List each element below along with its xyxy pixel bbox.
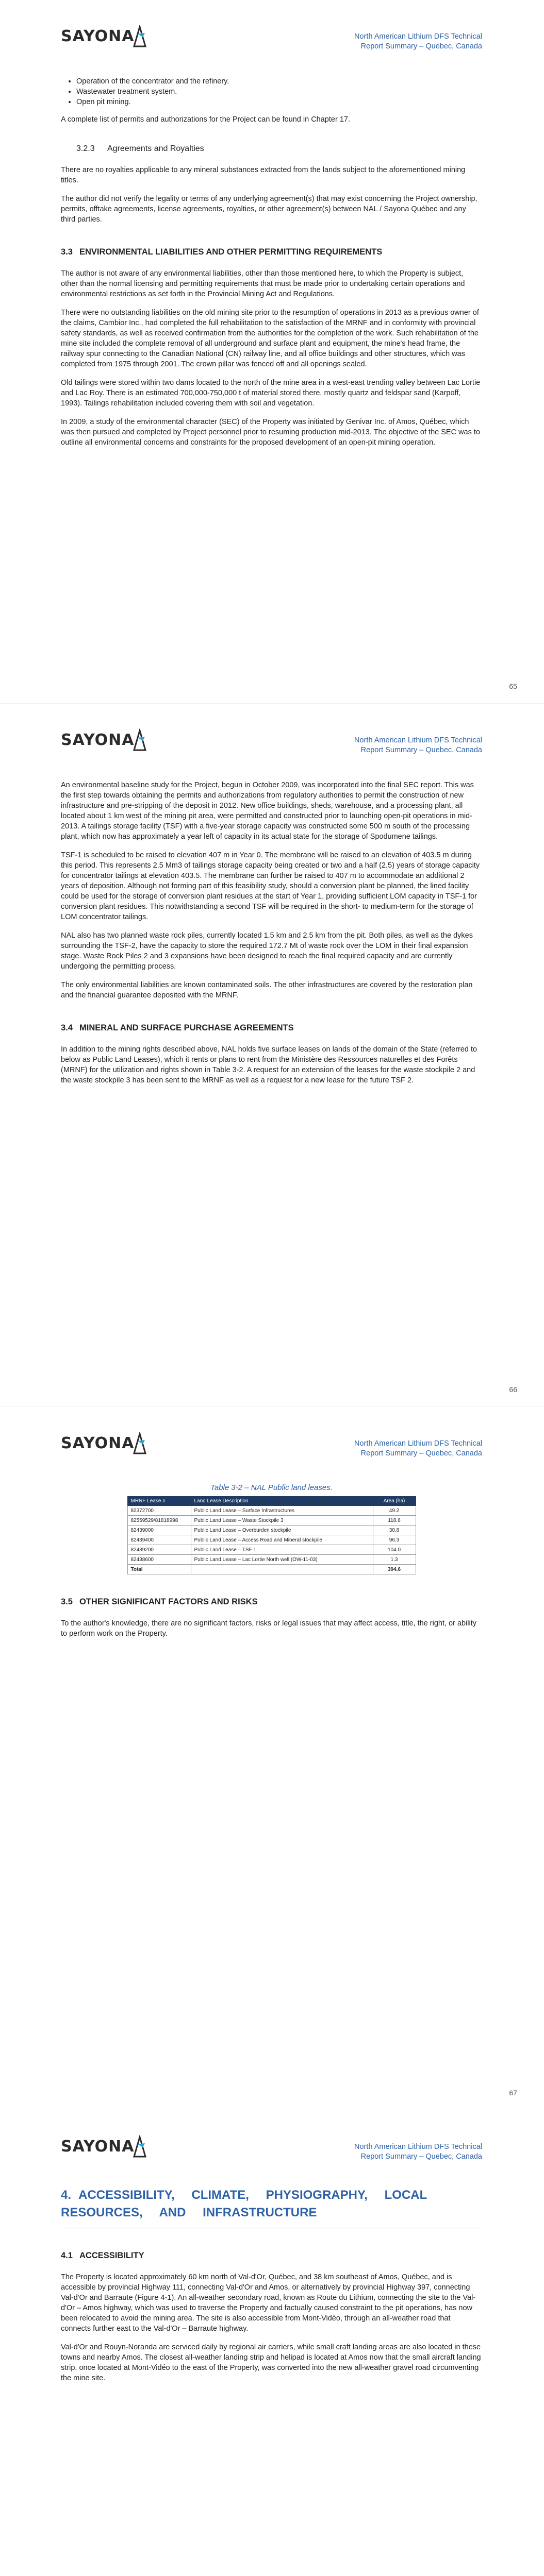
- paragraph: TSF-1 is scheduled to be raised to elevation 407 m in Year 0. The membrane will be raised to an elevation of 403.5 m during this period. This represents 2.5 Mm3 of tailings storage capacity being created or two and a half (2.5) years of storage capacity for concentrator tailings at elevation 403.5. The membrane can further be raised to 407 m to accommodate an additional 2 years of deposition. Although not forming part of this feasibility study, should a conversion plant be planned, the lined facility could be used for the storage of conversion plant residues at the start of Year 1, providing sufficient LOM capacity in TSF-1 for conversion plant residues. This notwithstanding a second TSF will be required in the short- to medium-term for the storage of LOM concentrator tailings.: [61, 851, 480, 921]
- paragraph: The author did not verify the legality or terms of any underlying agreement(s) that may exist concerning the Project ownership, permits, offtake agreements, license agreements, royalties, or other agreement(s) between NAL / Sayona Québec and any third parties.: [61, 195, 477, 224]
- table-cell: Public Land Lease – Overburden stockpile: [191, 1526, 373, 1535]
- table-cell: 82438600: [127, 1555, 191, 1565]
- table-cell: Public Land Lease – Lac Lortie North well (OW-11-03): [191, 1555, 373, 1565]
- table-cell: 82559529/81818998: [127, 1516, 191, 1526]
- column-header: MRNF Lease #: [127, 1497, 191, 1506]
- paragraph: The author is not aware of any environmental liabilities, other than those mentioned here, to which the Property is subject, other than the normal licensing and permitting requirements that must be made prior to undertaking certain operations and environmental restrictions as set forth in the Provincial Mining Act and Regulations.: [61, 269, 465, 298]
- page-number: 66: [509, 1385, 517, 1394]
- report-title: North American Lithium DFS Technical Report Summary – Quebec, Canada: [354, 2143, 482, 2161]
- table-cell: Total: [127, 1565, 191, 1574]
- table-cell: Public Land Lease – Waste Stockpile 3: [191, 1516, 373, 1526]
- logo-mark-icon: [131, 728, 149, 751]
- page-body: [61, 780, 482, 1086]
- table-cell: 96.3: [373, 1535, 416, 1545]
- page-header: [61, 2131, 482, 2171]
- logo-mark-icon: [131, 2135, 149, 2158]
- table-cell: 82439200: [127, 1545, 191, 1555]
- column-header: Land Lease Description: [191, 1497, 373, 1506]
- table-cell: 118.6: [373, 1516, 416, 1526]
- section-heading: 4.1 ACCESSIBILITY: [61, 2251, 144, 2260]
- page-header: [61, 21, 482, 61]
- paragraph: The only environmental liabilities are known contaminated soils. The other infrastructures are covered by the restoration plan and the financial guarantee deposited with the MRNF.: [61, 981, 473, 999]
- table-cell: 82372700: [127, 1506, 191, 1516]
- table-row: [127, 1516, 416, 1526]
- list-item: • Operation of the concentrator and the refinery.: [76, 76, 482, 87]
- table-cell: 49.2: [373, 1506, 416, 1516]
- page-66: [0, 703, 544, 1406]
- paragraph: In 2009, a study of the environmental character (SEC) of the Property was initiated by Genivar Inc. of Amos, Québec, which was then pursued and completed by Project personnel prior to resuming production mid-2013. The objective of the SEC was to outline all environmental concerns and constraints for the proposed development of an open-pit mining operation.: [61, 418, 480, 447]
- page-number: 67: [509, 2089, 517, 2097]
- paragraph: There are no royalties applicable to any mineral substances extracted from the lands subject to the aforementioned mining titles.: [61, 166, 466, 184]
- table-header-row: [127, 1497, 416, 1506]
- table-cell: Public Land Lease – Surface Infrastructures: [191, 1506, 373, 1516]
- sayona-logo: SAYONA: [61, 724, 149, 751]
- sayona-logo: SAYONA: [61, 2131, 149, 2158]
- table-cell: 82439000: [127, 1526, 191, 1535]
- page-67: [0, 1406, 544, 2110]
- page-number: 65: [509, 682, 517, 690]
- section-heading: 3.3 ENVIRONMENTAL LIABILITIES AND OTHER PERMITTING REQUIREMENTS: [61, 247, 383, 257]
- paragraph: Val-d'Or and Rouyn-Noranda are serviced daily by regional air carriers, while small craft landing areas are also located in these towns and nearby Amos. The closest all-weather landing strip and helipad is located at Amos now that the small aircraft landing strip, once located at Mont-Vidéo to the east of the Property, was converted into the new all-weather gravel road circumventing the mine site.: [61, 2343, 481, 2382]
- page-body: [61, 76, 482, 448]
- paragraph: There were no outstanding liabilities on the old mining site prior to the resumption of operations in 2013 as a previous owner of the claims, Cambior Inc., had completed the full rehabilitation to the satisfaction of the MRNF and in conformity with provincial safety standards, as well as received confirmation from the authorities for the completion of the work. Such rehabilitation of the mine site included the complete removal of all underground and surface plant and equipment, the mine's head frame, the railway spur connecting to the Canadian National (CN) railway line, and all office buildings and other structures, which was completed from 1975 through 2001. The crown pillar was fenced off and all openings sealed.: [61, 309, 479, 368]
- chapter-heading: 4. ACCESSIBILITY, CLIMATE, PHYSIOGRAPHY, LOCAL RESOURCES, AND INFRASTRUCTURE: [61, 2187, 482, 2228]
- page-body: [61, 1483, 482, 1639]
- report-title: North American Lithium DFS Technical Report Summary – Quebec, Canada: [354, 32, 482, 50]
- sayona-logo: SAYONA: [61, 21, 149, 47]
- table-cell: 30.8: [373, 1526, 416, 1535]
- table-cell: [191, 1565, 373, 1574]
- paragraph: An environmental baseline study for the Project, begun in October 2009, was incorporated into the final SEC report. This was the first step towards obtaining the permits and authorizations from regulatory authorities to permit the construction of new infrastructure and pre-stripping of the deposit in 2012. New office buildings, sheds, warehouse, and a processing plant, all located about 1 km west of the mining pit area, were permitted and constructed prior to launching open-pit operations in mid-2013. A tailings storage facility (TSF) with a five-year storage capacity was constructed some 500 m south of the processing plant, which now has approximately a year left of capacity in its actual state for the storage of Spodumene tailings.: [61, 781, 474, 841]
- section-heading: 3.2.3 Agreements and Royalties: [76, 144, 204, 153]
- table-row: [127, 1545, 416, 1555]
- table-cell: Public Land Lease – Access Road and Mineral stockpile: [191, 1535, 373, 1545]
- section-heading: 3.4 MINERAL AND SURFACE PURCHASE AGREEMENTS: [61, 1023, 294, 1032]
- paragraph: In addition to the mining rights described above, NAL holds five surface leases on lands of the domain of the State (referred to below as Public Land Leases), which it rents or plans to rent from the Ministère des Ressources naturelles et des Forêts (MRNF) for the utilization and rights shown in Table 3-2. A request for an extension of the leases for the waste stockpile 2 and the waste stockpile 3 has been sent to the MRNF as well as a request for a new lease for the future TSF 2.: [61, 1045, 477, 1084]
- sayona-logo: SAYONA: [61, 1428, 149, 1454]
- column-header: Area (ha): [373, 1497, 416, 1506]
- page-65: [0, 0, 544, 703]
- table-cell: 104.0: [373, 1545, 416, 1555]
- table-cell: 82439400: [127, 1535, 191, 1545]
- paragraph: Old tailings were stored within two dams located to the north of the mine area in a west-east trending valley between Lac Lortie and Lac Roy. There is an estimated 700,000-750,000 t of material stored there, mostly quartz and feldspar sand (Karpoff, 1993). Tailings rehabilitation included covering them with soil and vegetation.: [61, 379, 481, 408]
- table-caption: Table 3-2 – NAL Public land leases.: [210, 1483, 333, 1492]
- page-body: [61, 2187, 482, 2383]
- report-title: North American Lithium DFS Technical Report Summary – Quebec, Canada: [354, 736, 482, 754]
- bullet-list: [61, 76, 482, 107]
- table-total-row: [127, 1565, 416, 1574]
- table-cell: 1.3: [373, 1555, 416, 1565]
- list-item: • Wastewater treatment system.: [76, 87, 482, 97]
- table-row: [127, 1555, 416, 1565]
- logo-mark-icon: [131, 1432, 149, 1454]
- table-row: [127, 1535, 416, 1545]
- report-title: North American Lithium DFS Technical Report Summary – Quebec, Canada: [354, 1439, 482, 1458]
- section-heading: 3.5 OTHER SIGNIFICANT FACTORS AND RISKS: [61, 1597, 258, 1606]
- table-row: [127, 1526, 416, 1535]
- paragraph: A complete list of permits and authorizations for the Project can be found in Chapter 17.: [61, 115, 350, 124]
- land-leases-table: [127, 1496, 416, 1574]
- table-cell: Public Land Lease – TSF 1: [191, 1545, 373, 1555]
- table-cell: 394.6: [373, 1565, 416, 1574]
- list-item: • Open pit mining.: [76, 97, 482, 107]
- logo-mark-icon: [131, 25, 149, 47]
- page-header: [61, 724, 482, 765]
- table-row: [127, 1506, 416, 1516]
- page-header: [61, 1428, 482, 1468]
- page-68: [0, 2110, 544, 2576]
- paragraph: To the author's knowledge, there are no significant factors, risks or legal issues that may affect access, title, the right, or ability to perform work on the Property.: [61, 1619, 477, 1638]
- paragraph: NAL also has two planned waste rock piles, currently located 1.5 km and 2.5 km from the pit. Both piles, as well as the dykes surrounding the TSF-2, have the capacity to store the required 172.7 Mt of waste rock over the LOM in their final expansion stage. Waste Rock Piles 2 and 3 expansions have been designed to reach the final required capacity and are currently undergoing the permitting process.: [61, 931, 473, 971]
- paragraph: The Property is located approximately 60 km north of Val-d'Or, Québec, and 38 km southeast of Amos, Québec, and is accessible by provincial Highway 111, connecting Val-d'Or and Amos, or alternatively by provincial Highway 397, connecting Val-d'Or and Barraute (Figure 4-1). An all-weather secondary road, known as Route du Lithium, connecting the site to the Val-d'Or – Amos highway, which was used to traverse the Property and factually caused constraint to the pit operations, has now been relocated to avoid the mining area. The site is also accessible from Mont-Vidéo, through an all-weather road that connects further east to the Val-d'Or – Barraute highway.: [61, 2273, 476, 2333]
